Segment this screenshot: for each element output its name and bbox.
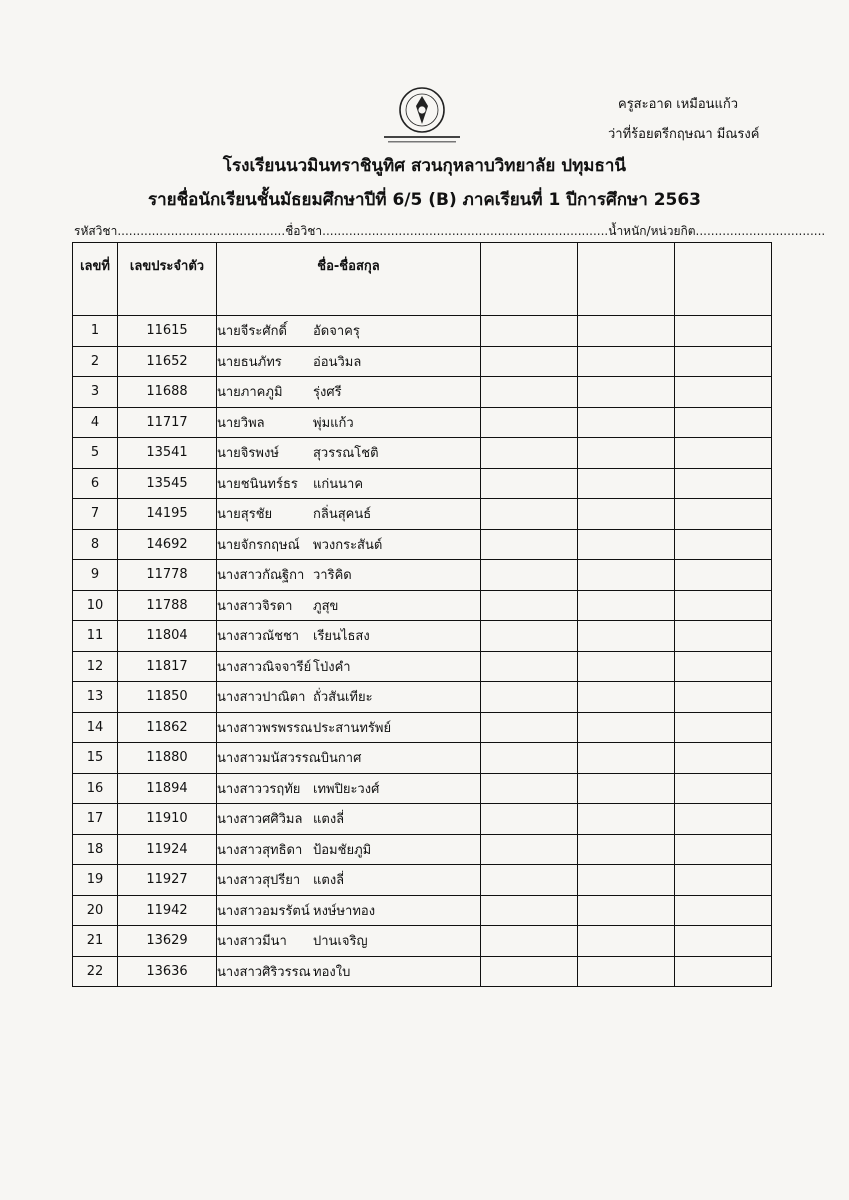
student-id: 11942 <box>118 895 217 926</box>
student-id: 14692 <box>118 529 217 560</box>
student-name <box>217 621 481 652</box>
student-id: 11817 <box>118 651 217 682</box>
blank-cell <box>481 438 578 469</box>
row-number: 2 <box>73 346 118 377</box>
teacher-names <box>608 90 828 150</box>
table-row <box>73 529 772 560</box>
student-name <box>217 865 481 896</box>
student-name <box>217 438 481 469</box>
blank-cell <box>481 926 578 957</box>
col-name-header: ชื่อ-ชื่อสกุล <box>217 243 481 316</box>
student-first-name: นางสาวศิริวรรณ <box>217 964 311 980</box>
student-last-name: เทพปิยะวงศ์ <box>313 781 380 797</box>
student-first-name: นางสาววรฤทัย <box>217 781 301 797</box>
blank-cell <box>675 834 772 865</box>
blank-cell <box>675 346 772 377</box>
student-id: 11924 <box>118 834 217 865</box>
student-id: 11615 <box>118 316 217 347</box>
student-name <box>217 377 481 408</box>
blank-cell <box>578 438 675 469</box>
student-last-name: พุ่มแก้ว <box>313 415 354 431</box>
student-name <box>217 590 481 621</box>
student-id: 11652 <box>118 346 217 377</box>
row-number: 10 <box>73 590 118 621</box>
blank-cell <box>578 773 675 804</box>
blank-cell <box>675 438 772 469</box>
student-name <box>217 926 481 957</box>
blank-cell <box>578 926 675 957</box>
student-id: 11688 <box>118 377 217 408</box>
blank-cell <box>675 316 772 347</box>
teacher-2: ว่าที่ร้อยตรีกฤษณา มีณรงค์ <box>608 127 760 142</box>
subject-fields: รหัสวิชา............................................ชื่อวิชา...........................................................................น้ำหนัก/หน่วยกิต.................................. <box>74 224 826 238</box>
blank-cell <box>578 316 675 347</box>
credits-label: น้ำหนัก/หน่วยกิต <box>608 224 696 238</box>
student-first-name: นายสุรชัย <box>217 507 273 523</box>
student-id: 13541 <box>118 438 217 469</box>
blank-cell <box>578 651 675 682</box>
blank-cell <box>481 956 578 987</box>
blank-cell <box>675 377 772 408</box>
student-first-name: นางสาวณิจจารีย์ <box>217 659 312 675</box>
col-no-header: เลขที่ <box>73 243 118 316</box>
student-name <box>217 743 481 774</box>
blank-cell <box>578 407 675 438</box>
blank-cell <box>675 926 772 957</box>
row-number: 17 <box>73 804 118 835</box>
student-name <box>217 316 481 347</box>
table-row <box>73 499 772 530</box>
row-number: 4 <box>73 407 118 438</box>
blank-cell <box>675 865 772 896</box>
student-first-name: นายจักรกฤษณ์ <box>217 537 300 553</box>
row-number: 6 <box>73 468 118 499</box>
student-name <box>217 529 481 560</box>
table-row <box>73 956 772 987</box>
student-last-name: โป่งคำ <box>313 659 351 675</box>
blank-cell <box>675 590 772 621</box>
table-row <box>73 926 772 957</box>
row-number: 8 <box>73 529 118 560</box>
student-name <box>217 895 481 926</box>
blank-column-header <box>481 243 578 316</box>
table-row <box>73 865 772 896</box>
student-first-name: นางสาวมนัสวรรณ <box>217 751 321 767</box>
blank-cell <box>578 834 675 865</box>
row-number: 11 <box>73 621 118 652</box>
row-number: 7 <box>73 499 118 530</box>
row-number: 5 <box>73 438 118 469</box>
blank-cell <box>578 682 675 713</box>
student-first-name: นางสาวพรพรรณ <box>217 720 313 736</box>
blank-cell <box>481 834 578 865</box>
student-first-name: นางสาวณัชชา <box>217 629 300 645</box>
table-row <box>73 895 772 926</box>
blank-cell <box>578 743 675 774</box>
row-number: 18 <box>73 834 118 865</box>
student-first-name: นางสาวสุปรียา <box>217 873 301 889</box>
table-row <box>73 682 772 713</box>
student-last-name: ทองใบ <box>313 964 351 980</box>
table-header-row <box>73 243 772 316</box>
student-last-name: ประสานทรัพย์ <box>313 720 392 736</box>
blank-cell <box>481 529 578 560</box>
student-last-name: ปานเจริญ <box>313 934 368 950</box>
student-last-name: เรียนไธสง <box>313 629 370 645</box>
table-row <box>73 590 772 621</box>
student-first-name: นายธนภัทร <box>217 354 282 370</box>
blank-cell <box>578 377 675 408</box>
blank-cell <box>578 499 675 530</box>
row-number: 15 <box>73 743 118 774</box>
student-id: 11804 <box>118 621 217 652</box>
student-name <box>217 834 481 865</box>
blank-cell <box>675 682 772 713</box>
student-last-name: พวงกระสันต์ <box>313 537 383 553</box>
blank-cell <box>675 529 772 560</box>
student-id: 11927 <box>118 865 217 896</box>
blank-cell <box>578 560 675 591</box>
blank-cell <box>675 621 772 652</box>
row-number: 22 <box>73 956 118 987</box>
blank-cell <box>675 468 772 499</box>
student-id: 14195 <box>118 499 217 530</box>
row-number: 3 <box>73 377 118 408</box>
blank-cell <box>481 804 578 835</box>
student-name <box>217 804 481 835</box>
student-first-name: นางสาวอมรรัตน์ <box>217 903 310 919</box>
roster-title: รายชื่อนักเรียนชั้นมัธยมศึกษาปีที่ 6/5 (B) ภาคเรียนที่ 1 ปีการศึกษา 2563 <box>147 190 702 210</box>
school-title: โรงเรียนนวมินทราชินูทิศ สวนกุหลาบวิทยาลัย ปทุมธานี <box>222 156 627 176</box>
row-number: 21 <box>73 926 118 957</box>
col-id-header: เลขประจำตัว <box>118 243 217 316</box>
blank-cell <box>578 529 675 560</box>
student-first-name: นายจีระศักดิ์ <box>217 324 287 340</box>
student-name <box>217 468 481 499</box>
blank-cell <box>675 560 772 591</box>
table-row <box>73 377 772 408</box>
blank-cell <box>481 651 578 682</box>
blank-cell <box>578 468 675 499</box>
table-row <box>73 834 772 865</box>
student-last-name: แตงลี่ <box>313 812 345 828</box>
blank-cell <box>675 804 772 835</box>
student-last-name: กลิ่นสุคนธ์ <box>313 507 372 523</box>
student-name <box>217 560 481 591</box>
student-id: 11717 <box>118 407 217 438</box>
student-id: 11880 <box>118 743 217 774</box>
row-number: 13 <box>73 682 118 713</box>
blank-cell <box>578 621 675 652</box>
row-number: 16 <box>73 773 118 804</box>
row-number: 12 <box>73 651 118 682</box>
student-name <box>217 499 481 530</box>
student-name <box>217 682 481 713</box>
student-id: 11850 <box>118 682 217 713</box>
student-first-name: นายชนินทร์ธร <box>217 476 298 492</box>
blank-cell <box>675 773 772 804</box>
table-row <box>73 346 772 377</box>
student-id: 13636 <box>118 956 217 987</box>
subject-name-label: ชื่อวิชา <box>285 224 323 238</box>
student-first-name: นายวิพล <box>217 415 265 431</box>
blank-cell <box>481 865 578 896</box>
blank-cell <box>481 468 578 499</box>
row-number: 19 <box>73 865 118 896</box>
student-first-name: นางสาวสุทธิดา <box>217 842 303 858</box>
blank-cell <box>481 712 578 743</box>
student-last-name: สุวรรณโชติ <box>313 446 379 462</box>
roster-body <box>73 316 772 987</box>
table-row <box>73 407 772 438</box>
student-last-name: อ่อนวิมล <box>313 354 362 370</box>
student-first-name: นางสาวกัณฐิกา <box>217 568 305 584</box>
student-id: 13629 <box>118 926 217 957</box>
student-first-name: นายจิรพงษ์ <box>217 446 279 462</box>
blank-column-header <box>578 243 675 316</box>
row-number: 1 <box>73 316 118 347</box>
row-number: 14 <box>73 712 118 743</box>
blank-cell <box>578 590 675 621</box>
blank-cell <box>481 560 578 591</box>
student-id: 11862 <box>118 712 217 743</box>
teacher-1: ครูสะอาด เหมือนแก้ว <box>618 97 739 112</box>
table-row <box>73 468 772 499</box>
student-first-name: นางสาวจิรดา <box>217 598 293 614</box>
school-seal-logo <box>382 82 462 148</box>
table-row <box>73 804 772 835</box>
student-roster-table <box>72 242 772 987</box>
row-number: 20 <box>73 895 118 926</box>
subject-code-label: รหัสวิชา <box>74 224 118 238</box>
student-last-name: แตงลี่ <box>313 873 345 889</box>
blank-cell <box>481 316 578 347</box>
student-name <box>217 773 481 804</box>
student-first-name: นางสาวปาณิตา <box>217 690 306 706</box>
blank-column-header <box>675 243 772 316</box>
student-last-name: ป้อมชัยภูมิ <box>313 842 372 858</box>
student-last-name: รุ่งศรี <box>313 385 342 401</box>
student-id: 11894 <box>118 773 217 804</box>
table-row <box>73 743 772 774</box>
student-name <box>217 956 481 987</box>
blank-cell <box>481 346 578 377</box>
blank-cell <box>481 407 578 438</box>
student-last-name: หงษ์ษาทอง <box>313 903 376 919</box>
blank-cell <box>481 590 578 621</box>
table-row <box>73 773 772 804</box>
student-last-name: วาริคิด <box>313 568 352 584</box>
student-last-name: บินกาศ <box>320 751 362 767</box>
student-name <box>217 407 481 438</box>
blank-cell <box>675 499 772 530</box>
student-id: 11778 <box>118 560 217 591</box>
table-row <box>73 316 772 347</box>
student-last-name: อัดจาครุ <box>313 324 360 340</box>
student-first-name: นางสาวศศิวิมล <box>217 812 303 828</box>
blank-cell <box>675 743 772 774</box>
blank-cell <box>481 895 578 926</box>
student-first-name: นางสาวมีนา <box>217 934 287 950</box>
blank-cell <box>578 865 675 896</box>
blank-cell <box>675 895 772 926</box>
table-row <box>73 621 772 652</box>
student-id: 11910 <box>118 804 217 835</box>
table-row <box>73 712 772 743</box>
blank-cell <box>481 743 578 774</box>
blank-cell <box>675 651 772 682</box>
blank-cell <box>481 773 578 804</box>
blank-cell <box>481 377 578 408</box>
blank-cell <box>578 895 675 926</box>
blank-cell <box>578 956 675 987</box>
student-id: 11788 <box>118 590 217 621</box>
blank-cell <box>675 407 772 438</box>
student-name <box>217 712 481 743</box>
student-id: 13545 <box>118 468 217 499</box>
table-row <box>73 651 772 682</box>
blank-cell <box>481 682 578 713</box>
blank-cell <box>675 712 772 743</box>
row-number: 9 <box>73 560 118 591</box>
blank-cell <box>675 956 772 987</box>
table-row <box>73 438 772 469</box>
student-name <box>217 651 481 682</box>
blank-cell <box>578 346 675 377</box>
student-last-name: แก่นนาค <box>313 476 364 492</box>
student-name <box>217 346 481 377</box>
blank-cell <box>481 621 578 652</box>
blank-cell <box>578 804 675 835</box>
student-last-name: ภูสุข <box>313 598 339 614</box>
table-row <box>73 560 772 591</box>
blank-cell <box>578 712 675 743</box>
student-first-name: นายภาคภูมิ <box>217 385 283 401</box>
student-last-name: ถั่วสันเทียะ <box>313 690 373 706</box>
blank-cell <box>481 499 578 530</box>
